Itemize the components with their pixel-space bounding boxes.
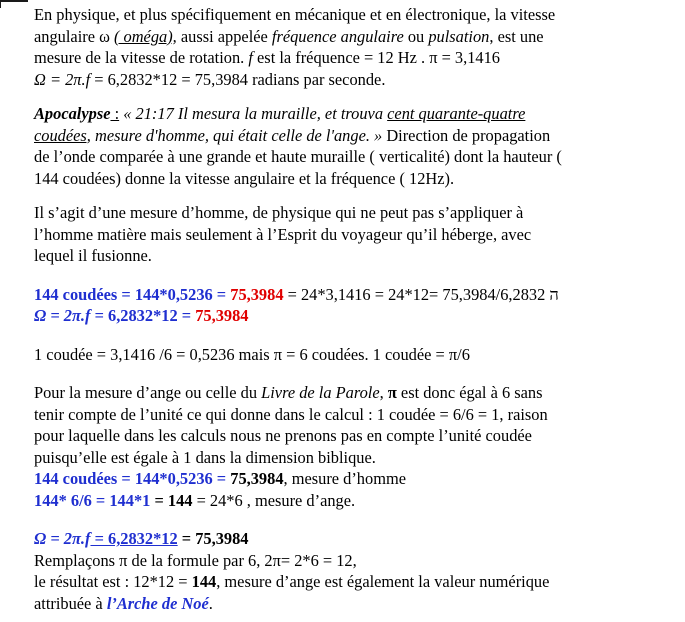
text-span: 144 coudées) donne la vitesse angulaire et la fréquence ( 12Hz). bbox=[34, 168, 455, 188]
hebrew-letter-he: ה bbox=[549, 284, 559, 304]
text-line bbox=[34, 344, 674, 366]
symbol-pi-bold: π bbox=[387, 383, 397, 402]
value-bold: = 75,3984 bbox=[177, 529, 249, 548]
paragraph-apocalypse bbox=[34, 103, 674, 189]
text-line bbox=[34, 571, 674, 593]
text-span: 1 coudée = 3,1416 /6 = 0,5236 mais π = 6 coudées. 1 coudée = π/6 bbox=[34, 344, 470, 364]
text-line bbox=[34, 103, 674, 125]
quote-text: mesure d'homme, qui était celle de l'ange. » bbox=[90, 125, 383, 145]
text-span: ou bbox=[403, 26, 429, 46]
term-italic: fréquence angulaire bbox=[271, 26, 404, 46]
text-line bbox=[34, 425, 674, 447]
paragraph-angel-measure bbox=[34, 382, 674, 511]
text-span: , mesure d’homme bbox=[283, 469, 406, 488]
text-span: Il s’agit d’une mesure d’homme, de physique qui ne peut pas s’appliquer à bbox=[34, 203, 524, 222]
text-span: est donc égal à 6 sans bbox=[396, 383, 543, 402]
formula-line bbox=[34, 305, 674, 327]
text-line bbox=[34, 125, 674, 147]
paragraph-replace-pi bbox=[34, 528, 674, 614]
text-line bbox=[34, 26, 674, 48]
value-red: 75,3984 bbox=[195, 306, 249, 325]
quote-text: « 21:17 Il mesura la muraille, et trouva bbox=[119, 104, 388, 123]
text-span: aussi appelée bbox=[176, 26, 272, 46]
formula-blue: 144* 6/6 = 144*1 bbox=[34, 490, 155, 510]
text-span: lequel il fusionne. bbox=[34, 246, 152, 265]
text-span: . bbox=[208, 593, 213, 613]
symbol-f: f bbox=[248, 48, 253, 67]
text-span: , bbox=[379, 383, 388, 402]
formula-omega-blue: Ω = 2π.f bbox=[34, 529, 91, 548]
formula-line bbox=[34, 468, 674, 490]
text-span: En physique, et plus spécifiquement en mécanique et en électronique, la vitesse bbox=[34, 5, 556, 24]
omega-underlined: ( oméga), bbox=[113, 26, 177, 46]
paragraph-human-measure bbox=[34, 202, 674, 267]
text-span: = 24*6 , mesure d’ange. bbox=[192, 490, 356, 510]
text-span: : bbox=[110, 104, 120, 123]
formula-blue-underlined: = 6,2832*12 bbox=[90, 529, 178, 548]
value-bold: 75,3984 bbox=[230, 469, 284, 488]
book-title-italic: Livre de la Parole bbox=[261, 383, 380, 402]
text-span: puisqu’elle est égale à 1 dans la dimension biblique. bbox=[34, 447, 376, 467]
text-line bbox=[34, 382, 674, 404]
formula-blue: 144 coudées = 144*0,5236 = bbox=[34, 469, 231, 488]
text-line bbox=[34, 4, 674, 26]
formula-omega: Ω = 2π.f bbox=[34, 69, 91, 89]
quote-underlined: cent quarante-quatre bbox=[387, 104, 526, 123]
formula-line bbox=[34, 284, 674, 306]
text-span: tenir compte de l’unité ce qui donne dans le calcul : 1 coudée = 6/6 = 1, raison bbox=[34, 404, 548, 424]
text-line bbox=[34, 202, 674, 224]
text-line bbox=[34, 245, 674, 267]
text-line bbox=[34, 47, 674, 69]
quote-underlined: coudées, bbox=[34, 125, 91, 145]
paragraph-cubit-definition bbox=[34, 344, 674, 366]
page-corner-rule bbox=[0, 0, 28, 2]
text-line bbox=[34, 146, 674, 168]
text-span: mesure de la vitesse de rotation. bbox=[34, 48, 249, 67]
document-body bbox=[34, 4, 674, 614]
page-corner-rule-vertical bbox=[0, 0, 1, 8]
text-line bbox=[34, 404, 674, 426]
text-span: pour laquelle dans les calculs nous ne prenons pas en compte l’unité coudée bbox=[34, 426, 532, 445]
text-line bbox=[34, 593, 674, 615]
text-span: = 24*3,1416 = 24*12= 75,3984/6,2832 bbox=[283, 284, 550, 304]
value-bold: 144 bbox=[191, 572, 217, 591]
text-span: le résultat est : 12*12 = bbox=[34, 572, 192, 591]
value-bold: = 144 bbox=[154, 490, 193, 510]
arche-de-noe-title: l’Arche de Noé bbox=[106, 593, 209, 613]
text-line bbox=[34, 224, 674, 246]
text-span: attribuée à bbox=[34, 593, 107, 613]
text-span: angulaire ω bbox=[34, 26, 114, 46]
paragraph-angular-velocity bbox=[34, 4, 674, 90]
text-span: est la fréquence = 12 Hz . π = 3,1416 bbox=[252, 48, 500, 67]
text-span: de l’onde comparée à une grande et haute muraille ( verticalité) dont la hauteur ( bbox=[34, 147, 562, 166]
text-span: Remplaçons π de la formule par 6, 2π= 2*6 = 12, bbox=[34, 550, 357, 570]
text-line bbox=[34, 69, 674, 91]
formula-line bbox=[34, 490, 674, 512]
text-span: , est une bbox=[489, 26, 544, 46]
formula-omega-blue: Ω = 2π.f bbox=[34, 306, 91, 325]
formula-blue: 144 coudées = 144*0,5236 = bbox=[34, 284, 231, 304]
text-line bbox=[34, 168, 674, 190]
text-span: = 6,2832*12 = 75,3984 radians par seconde. bbox=[90, 69, 386, 89]
formula-line bbox=[34, 528, 674, 550]
text-span: , mesure d’ange est également la valeur numérique bbox=[216, 572, 550, 591]
value-red: 75,3984 bbox=[230, 284, 284, 304]
text-span: Direction de propagation bbox=[382, 125, 551, 145]
text-span: l’homme matière mais seulement à l’Esprit du voyageur qu’il héberge, avec bbox=[34, 224, 532, 244]
reference-apocalypse: Apocalypse bbox=[34, 104, 111, 123]
text-line bbox=[34, 447, 674, 469]
formula-block-144-cubits bbox=[34, 284, 674, 327]
text-span: Pour la mesure d’ange ou celle du bbox=[34, 383, 262, 402]
formula-blue: = 6,2832*12 = bbox=[90, 306, 196, 325]
term-italic: pulsation bbox=[428, 26, 490, 46]
text-line bbox=[34, 550, 674, 572]
